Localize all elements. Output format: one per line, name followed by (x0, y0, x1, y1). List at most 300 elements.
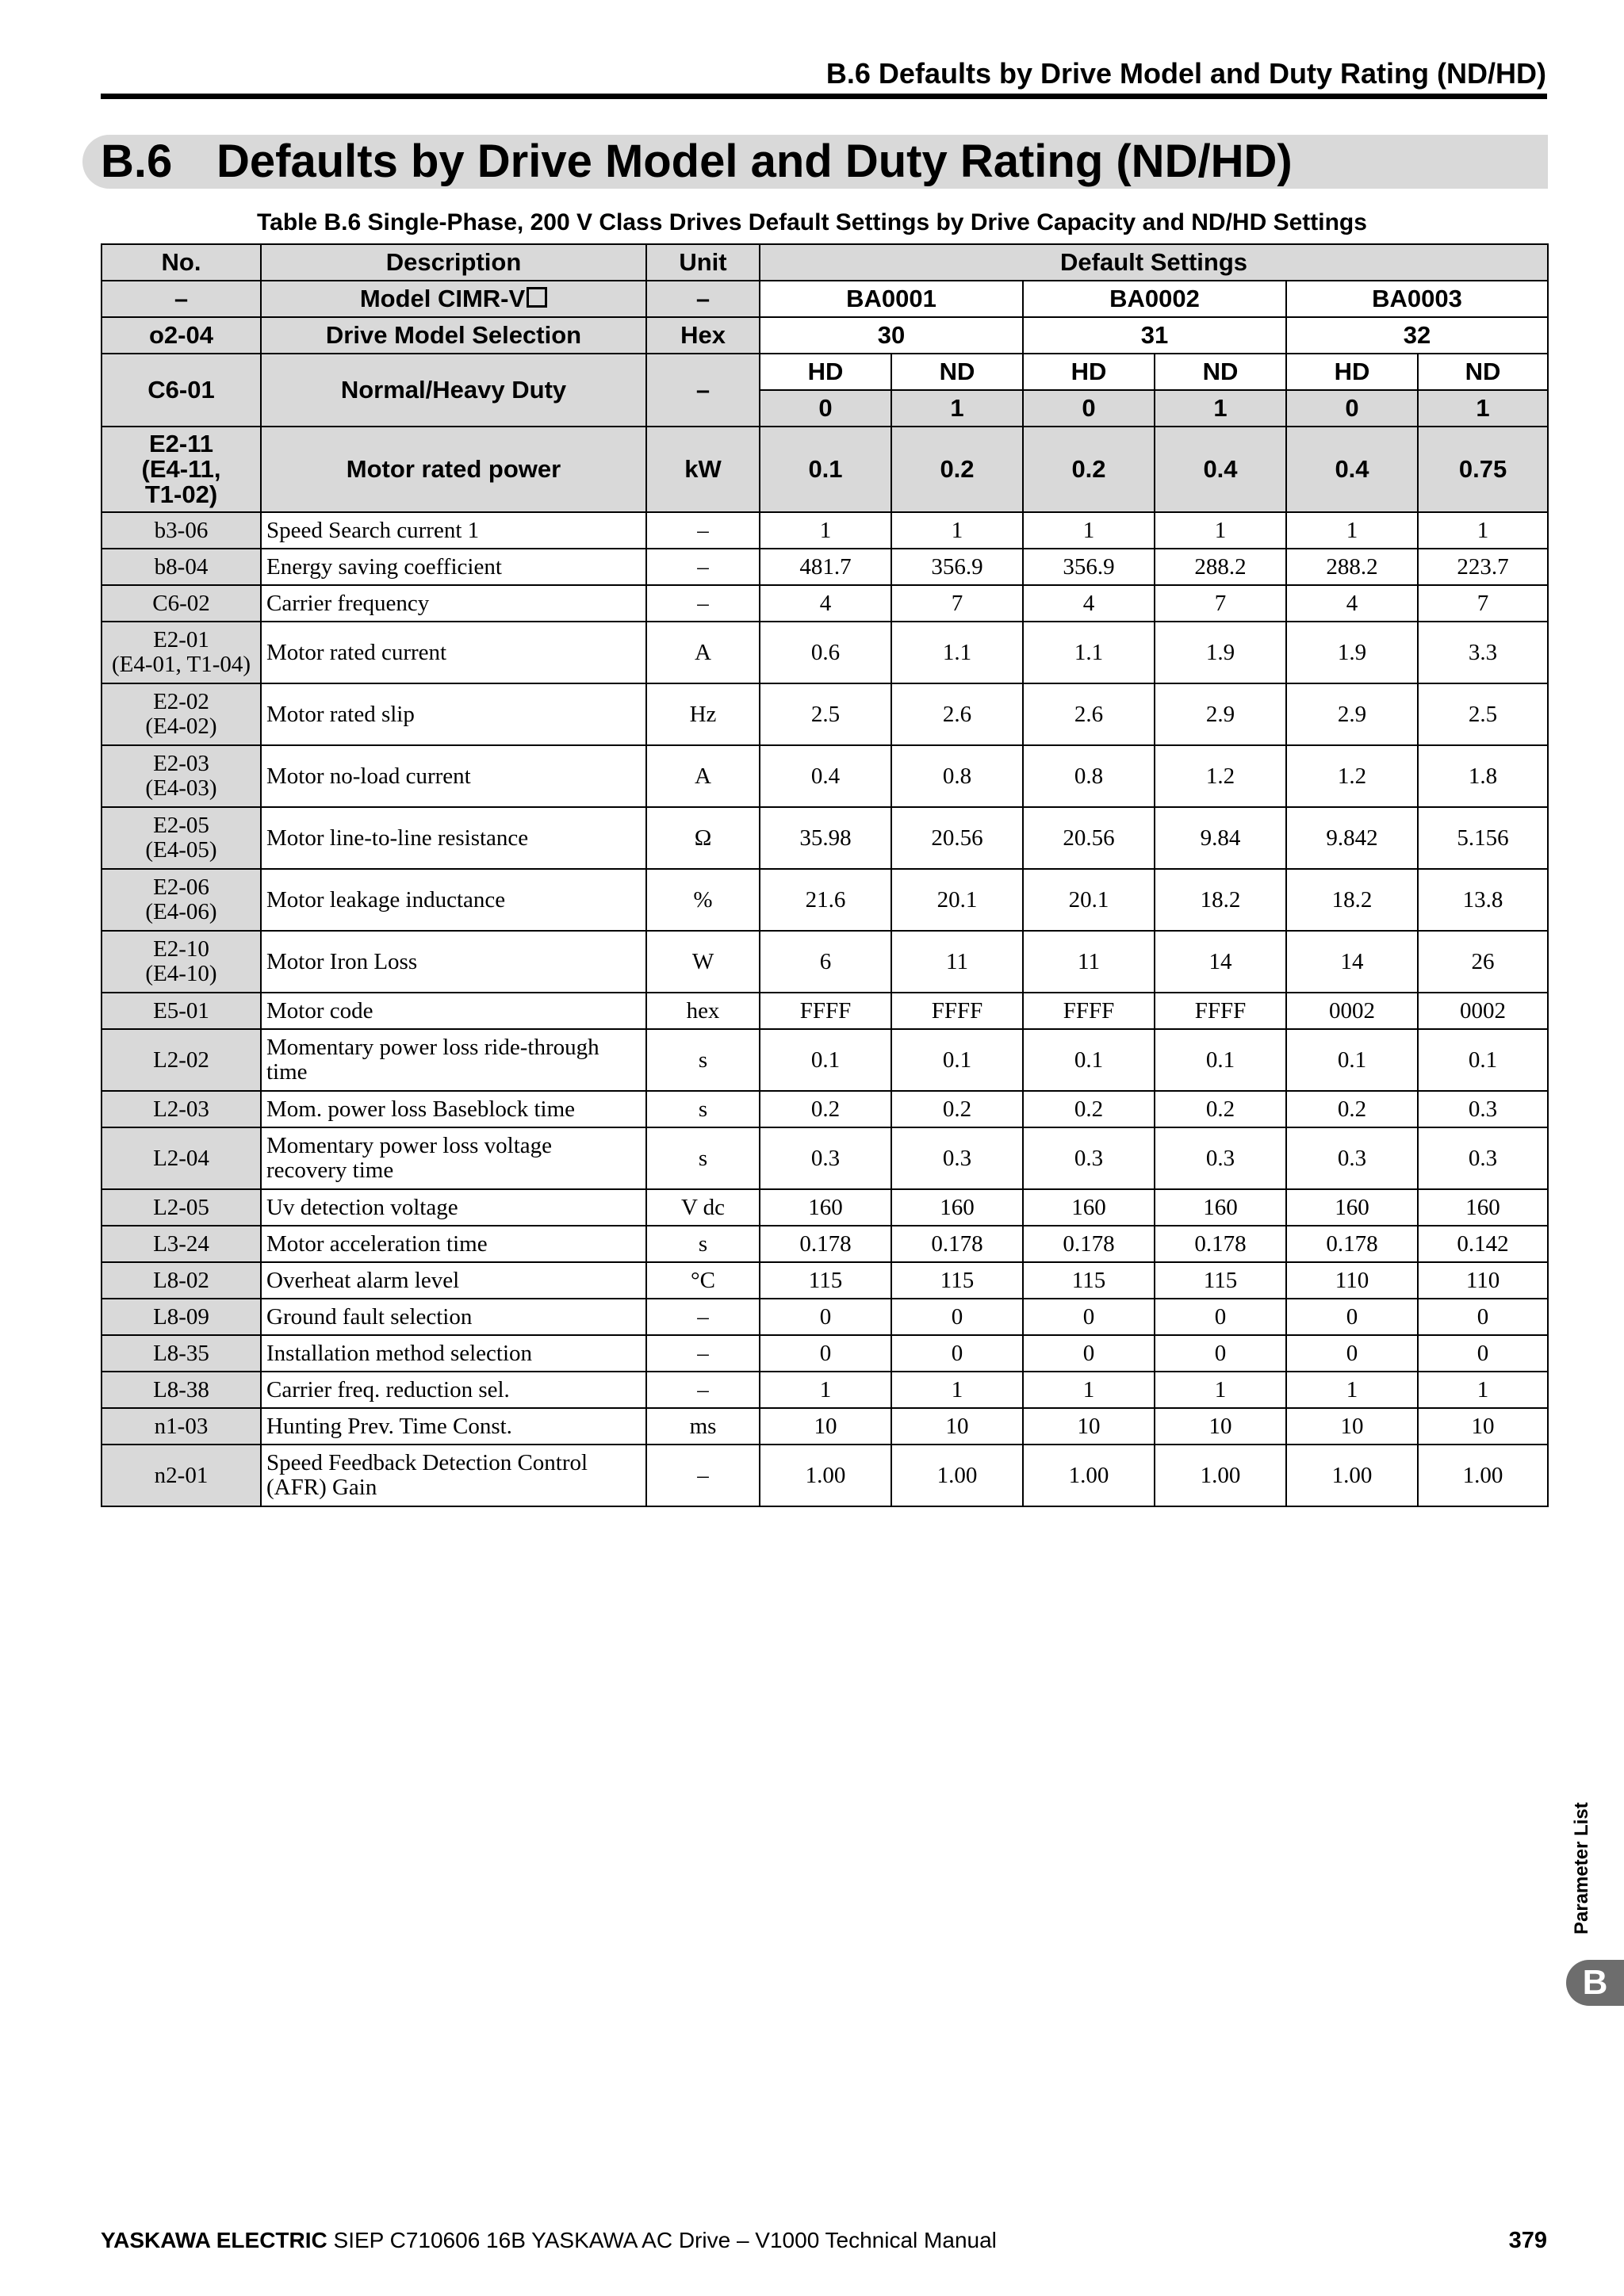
parameter-unit: – (646, 1299, 760, 1335)
default-value-cell: 20.1 (1023, 869, 1155, 931)
default-value-cell: 1.00 (760, 1445, 891, 1506)
default-value-cell: 0 (1286, 1299, 1418, 1335)
parameter-number: E2-02 (153, 689, 209, 714)
parameter-description: Hunting Prev. Time Const. (266, 1413, 512, 1439)
duty-value: 0 (1286, 390, 1418, 427)
parameter-number: n1-03 (154, 1413, 209, 1439)
parameter-description: Motor code (266, 997, 373, 1024)
parameter-description-cell (261, 683, 646, 745)
parameter-number: L8-38 (153, 1376, 209, 1402)
default-value-cell: 0002 (1418, 993, 1548, 1029)
default-value-cell: 20.56 (1023, 807, 1155, 869)
parameter-number: E2-10 (153, 936, 209, 962)
parameter-unit: – (646, 1372, 760, 1408)
table-row (102, 549, 1548, 585)
parameter-number-cell (102, 585, 261, 622)
parameter-unit: – (646, 512, 760, 549)
parameter-number: C6-02 (152, 590, 210, 616)
default-value-cell: 2.6 (1023, 683, 1155, 745)
default-value-cell: 160 (1286, 1189, 1418, 1226)
default-value-cell: 20.56 (891, 807, 1023, 869)
default-value-cell: FFFF (891, 993, 1023, 1029)
default-value-cell: 18.2 (1155, 869, 1286, 931)
default-value-cell: 0002 (1286, 993, 1418, 1029)
parameter-description-cell (261, 1262, 646, 1299)
default-value-cell: 223.7 (1418, 549, 1548, 585)
parameter-number: (E4-01, T1-04) (111, 652, 251, 677)
col-header-unit: Unit (646, 244, 760, 281)
default-value-cell: 0.2 (1155, 1091, 1286, 1127)
default-value-cell: 2.9 (1155, 683, 1286, 745)
default-value-cell: 3.3 (1418, 622, 1548, 683)
default-value-cell: 0 (760, 1335, 891, 1372)
e2-11-value: 0.4 (1155, 427, 1286, 512)
o2-04-value-ba0002: 31 (1023, 317, 1286, 354)
parameter-description: Mom. power loss Baseblock time (266, 1096, 576, 1122)
table-row (102, 1189, 1548, 1226)
default-value-cell: 26 (1418, 931, 1548, 993)
e2-11-description: Motor rated power (261, 427, 646, 512)
default-value-cell: 0.3 (1286, 1127, 1418, 1189)
parameter-description: Speed Feedback Detection Control (266, 1450, 588, 1475)
default-value-cell: 11 (891, 931, 1023, 993)
parameter-description-cell (261, 1372, 646, 1408)
parameter-number: L2-03 (153, 1096, 209, 1122)
table-row (102, 512, 1548, 549)
col-header-no: No. (102, 244, 261, 281)
parameter-number: E2-03 (153, 751, 209, 776)
default-value-cell: 110 (1286, 1262, 1418, 1299)
e2-11-value: 0.75 (1418, 427, 1548, 512)
parameter-number-cell (102, 683, 261, 745)
table-row (102, 1335, 1548, 1372)
default-value-cell: 1 (891, 1372, 1023, 1408)
default-value-cell: 20.1 (891, 869, 1023, 931)
default-value-cell: 0.8 (891, 745, 1023, 807)
parameter-number: L8-35 (153, 1340, 209, 1366)
parameter-number-cell (102, 1335, 261, 1372)
default-value-cell: 1 (760, 1372, 891, 1408)
parameter-description-cell (261, 993, 646, 1029)
parameter-unit: °C (646, 1262, 760, 1299)
parameter-unit: s (646, 1029, 760, 1091)
parameter-description-cell (261, 1226, 646, 1262)
table-caption: Table B.6 Single-Phase, 200 V Class Drives Default Settings by Drive Capacity and ND/HD Settings (257, 209, 1367, 235)
duty-label: HD (1023, 354, 1155, 390)
default-value-cell: 0.178 (1286, 1226, 1418, 1262)
default-value-cell: 0.2 (1023, 1091, 1155, 1127)
model-ba0003: BA0003 (1286, 281, 1548, 317)
parameter-description: Motor rated current (266, 639, 447, 665)
parameter-description: (AFR) Gain (266, 1475, 377, 1500)
e2-11-no-line: (E4-11, (141, 455, 221, 483)
parameter-number-cell (102, 1127, 261, 1189)
default-value-cell: 0 (1418, 1299, 1548, 1335)
duty-value: 0 (760, 390, 891, 427)
parameter-description: Motor no-load current (266, 763, 471, 789)
default-value-cell: 0.3 (1418, 1127, 1548, 1189)
section-number: B.6 (101, 136, 173, 187)
parameter-description: Momentary power loss ride-through (266, 1035, 599, 1060)
default-value-cell: 0 (891, 1299, 1023, 1335)
parameter-number: E5-01 (153, 997, 209, 1024)
page-number: 379 (1508, 2228, 1547, 2253)
e2-11-no (102, 427, 261, 512)
e2-11-value: 0.4 (1286, 427, 1418, 512)
parameter-description-cell (261, 1408, 646, 1445)
col-header-default-settings: Default Settings (760, 244, 1548, 281)
parameter-unit: A (646, 745, 760, 807)
col-header-description: Description (261, 244, 646, 281)
default-value-cell: 115 (1023, 1262, 1155, 1299)
model-row-unit: – (646, 281, 760, 317)
default-value-cell: 2.5 (760, 683, 891, 745)
default-value-cell: FFFF (1155, 993, 1286, 1029)
parameter-description: Motor leakage inductance (266, 886, 506, 913)
default-value-cell: FFFF (760, 993, 891, 1029)
c6-01-no: C6-01 (102, 354, 261, 427)
table-row (102, 1029, 1548, 1091)
o2-04-no: o2-04 (102, 317, 261, 354)
parameter-description-cell (261, 1127, 646, 1189)
parameter-number-cell (102, 1029, 261, 1091)
parameter-description-cell (261, 1335, 646, 1372)
duty-value: 1 (1418, 390, 1548, 427)
parameter-number-cell (102, 1299, 261, 1335)
default-value-cell: 7 (891, 585, 1023, 622)
default-value-cell: 0 (1418, 1335, 1548, 1372)
default-value-cell: 1.00 (1023, 1445, 1155, 1506)
default-value-cell: 9.842 (1286, 807, 1418, 869)
parameter-number-cell (102, 1372, 261, 1408)
default-value-cell: 10 (1155, 1408, 1286, 1445)
default-value-cell: 10 (1286, 1408, 1418, 1445)
model-ba0001: BA0001 (760, 281, 1023, 317)
o2-04-unit: Hex (646, 317, 760, 354)
default-value-cell: 356.9 (1023, 549, 1155, 585)
table-row (102, 1408, 1548, 1445)
parameter-number-cell (102, 1445, 261, 1506)
parameter-unit: W (646, 931, 760, 993)
parameter-unit: V dc (646, 1189, 760, 1226)
default-value-cell: 0 (891, 1335, 1023, 1372)
parameter-number-cell (102, 1408, 261, 1445)
parameter-description-cell (261, 585, 646, 622)
default-value-cell: 0.8 (1023, 745, 1155, 807)
default-value-cell: 0.2 (891, 1091, 1023, 1127)
parameter-number-cell (102, 993, 261, 1029)
parameter-description: Motor line-to-line resistance (266, 825, 529, 851)
default-value-cell: 1 (1023, 512, 1155, 549)
default-value-cell: 1 (1418, 1372, 1548, 1408)
duty-label: ND (1155, 354, 1286, 390)
default-value-cell: 1 (891, 512, 1023, 549)
default-value-cell: 0 (1023, 1299, 1155, 1335)
parameter-number-cell (102, 807, 261, 869)
model-row (102, 281, 1548, 317)
table-row (102, 1091, 1548, 1127)
default-value-cell: 6 (760, 931, 891, 993)
parameter-unit: ms (646, 1408, 760, 1445)
table-row (102, 1226, 1548, 1262)
parameter-number-cell (102, 512, 261, 549)
e2-11-value: 0.1 (760, 427, 891, 512)
default-value-cell: 2.6 (891, 683, 1023, 745)
default-value-cell: 1 (1023, 1372, 1155, 1408)
default-value-cell: 4 (1023, 585, 1155, 622)
default-value-cell: 0.6 (760, 622, 891, 683)
table-row (102, 1262, 1548, 1299)
default-value-cell: 1.2 (1155, 745, 1286, 807)
default-value-cell: 160 (891, 1189, 1023, 1226)
parameter-number: (E4-06) (145, 899, 217, 924)
table-row (102, 869, 1548, 931)
default-value-cell: 160 (760, 1189, 891, 1226)
parameter-description: Energy saving coefficient (266, 553, 502, 580)
default-value-cell: 110 (1418, 1262, 1548, 1299)
table-row (102, 1299, 1548, 1335)
o2-04-value-ba0001: 30 (760, 317, 1023, 354)
default-value-cell: 5.156 (1418, 807, 1548, 869)
table-row (102, 622, 1548, 683)
parameter-description: Carrier frequency (266, 590, 430, 616)
default-value-cell: 0.3 (1023, 1127, 1155, 1189)
parameter-number-cell (102, 1189, 261, 1226)
parameter-description: Motor acceleration time (266, 1230, 488, 1257)
default-value-cell: 35.98 (760, 807, 891, 869)
default-value-cell: 0.4 (760, 745, 891, 807)
parameter-unit: – (646, 1335, 760, 1372)
parameter-unit: s (646, 1226, 760, 1262)
e2-11-no-line: T1-02) (144, 480, 218, 508)
default-value-cell: 1 (1286, 512, 1418, 549)
default-value-cell: 2.9 (1286, 683, 1418, 745)
parameter-description: Ground fault selection (266, 1303, 473, 1330)
default-value-cell: 0.1 (891, 1029, 1023, 1091)
default-value-cell: 18.2 (1286, 869, 1418, 931)
default-value-cell: 1.1 (891, 622, 1023, 683)
parameter-number: L2-04 (153, 1145, 209, 1171)
parameter-description-cell (261, 1299, 646, 1335)
default-value-cell: 115 (891, 1262, 1023, 1299)
parameter-unit: A (646, 622, 760, 683)
parameter-description-cell (261, 512, 646, 549)
parameter-unit: – (646, 585, 760, 622)
default-value-cell: 0 (1286, 1335, 1418, 1372)
parameter-number-cell (102, 622, 261, 683)
table-row (102, 1372, 1548, 1408)
parameter-number-cell (102, 1226, 261, 1262)
default-value-cell: 13.8 (1418, 869, 1548, 931)
default-value-cell: 10 (891, 1408, 1023, 1445)
motor-rated-power-row (102, 427, 1548, 512)
header-rule (101, 94, 1547, 99)
parameter-unit: Ω (646, 807, 760, 869)
default-value-cell: 0.2 (760, 1091, 891, 1127)
default-value-cell: 1 (1155, 512, 1286, 549)
parameter-number-cell (102, 745, 261, 807)
parameter-number: L8-09 (153, 1303, 209, 1330)
c6-01-unit: – (646, 354, 760, 427)
table-row (102, 807, 1548, 869)
default-value-cell: 0.1 (760, 1029, 891, 1091)
parameter-number: n2-01 (154, 1462, 209, 1488)
default-value-cell: 0.178 (891, 1226, 1023, 1262)
parameter-number-cell (102, 869, 261, 931)
parameter-number: L8-02 (153, 1267, 209, 1293)
side-tab-label: Parameter List (1571, 1802, 1592, 1934)
parameter-description: Motor Iron Loss (266, 948, 418, 974)
parameter-number: L2-02 (153, 1047, 209, 1073)
parameter-unit: % (646, 869, 760, 931)
default-value-cell: 7 (1418, 585, 1548, 622)
parameter-number: (E4-10) (145, 961, 217, 986)
default-value-cell: 160 (1023, 1189, 1155, 1226)
parameter-unit: – (646, 549, 760, 585)
parameter-number-cell (102, 1262, 261, 1299)
parameter-number: L3-24 (153, 1230, 209, 1257)
default-value-cell: 14 (1155, 931, 1286, 993)
default-value-cell: 288.2 (1155, 549, 1286, 585)
parameter-number: E2-05 (153, 813, 209, 838)
parameter-description-cell (261, 1091, 646, 1127)
default-value-cell: 10 (1418, 1408, 1548, 1445)
default-value-cell: 1.00 (1286, 1445, 1418, 1506)
parameter-number: E2-06 (153, 874, 209, 900)
parameter-description-cell (261, 622, 646, 683)
c6-01-description: Normal/Heavy Duty (261, 354, 646, 427)
parameter-number: b8-04 (154, 553, 209, 580)
duty-value: 0 (1023, 390, 1155, 427)
footer-text: SIEP C710606 16B YASKAWA AC Drive – V1000 Technical Manual (333, 2228, 997, 2252)
parameter-number-cell (102, 1091, 261, 1127)
default-value-cell: 0.3 (1418, 1091, 1548, 1127)
default-value-cell: 1.8 (1418, 745, 1548, 807)
e2-11-value: 0.2 (1023, 427, 1155, 512)
parameter-unit: s (646, 1127, 760, 1189)
default-value-cell: 115 (1155, 1262, 1286, 1299)
default-value-cell: 1.00 (1155, 1445, 1286, 1506)
parameter-description-cell (261, 807, 646, 869)
default-value-cell: 0.1 (1418, 1029, 1548, 1091)
table-row (102, 585, 1548, 622)
default-value-cell: 4 (760, 585, 891, 622)
default-value-cell: 0.1 (1155, 1029, 1286, 1091)
model-ba0002: BA0002 (1023, 281, 1286, 317)
e2-11-value: 0.2 (891, 427, 1023, 512)
default-value-cell: 10 (1023, 1408, 1155, 1445)
default-value-cell: 1.9 (1286, 622, 1418, 683)
duty-label: ND (891, 354, 1023, 390)
parameter-unit: – (646, 1445, 760, 1506)
default-value-cell: 0.1 (1023, 1029, 1155, 1091)
parameter-description-cell (261, 549, 646, 585)
default-value-cell: 7 (1155, 585, 1286, 622)
parameter-description: Motor rated slip (266, 701, 415, 727)
parameter-number: E2-01 (153, 627, 209, 652)
parameter-description-cell (261, 869, 646, 931)
default-value-cell: 1 (1286, 1372, 1418, 1408)
e2-11-unit: kW (646, 427, 760, 512)
footer-brand: YASKAWA ELECTRIC (101, 2228, 327, 2252)
duty-label: HD (1286, 354, 1418, 390)
running-header: B.6 Defaults by Drive Model and Duty Rating (ND/HD) (825, 57, 1546, 90)
parameter-number: (E4-05) (145, 837, 217, 863)
parameter-description: Uv detection voltage (266, 1194, 458, 1220)
side-tab-letter: B (1566, 1960, 1624, 2006)
default-value-cell: 356.9 (891, 549, 1023, 585)
table-row (102, 931, 1548, 993)
default-value-cell: 1.9 (1155, 622, 1286, 683)
model-row-description (261, 281, 646, 317)
default-value-cell: 10 (760, 1408, 891, 1445)
default-value-cell: 0 (1155, 1299, 1286, 1335)
model-row-no: – (102, 281, 261, 317)
parameter-description-cell (261, 1189, 646, 1226)
o2-04-description: Drive Model Selection (261, 317, 646, 354)
default-value-cell: 1 (1418, 512, 1548, 549)
parameter-number: (E4-03) (145, 775, 217, 801)
default-value-cell: 1.2 (1286, 745, 1418, 807)
default-value-cell: 1 (1155, 1372, 1286, 1408)
default-value-cell: 0 (1023, 1335, 1155, 1372)
duty-value: 1 (891, 390, 1023, 427)
default-value-cell: 288.2 (1286, 549, 1418, 585)
parameter-description: Speed Search current 1 (266, 517, 480, 543)
default-value-cell: 14 (1286, 931, 1418, 993)
default-value-cell: 0.142 (1418, 1226, 1548, 1262)
parameter-number: b3-06 (154, 517, 209, 543)
default-value-cell: 115 (760, 1262, 891, 1299)
parameter-description: recovery time (266, 1158, 394, 1183)
footer (101, 2228, 997, 2253)
parameter-description-cell (261, 1445, 646, 1506)
duty-labels-row (102, 354, 1548, 390)
o2-04-value-ba0003: 32 (1286, 317, 1548, 354)
duty-value: 1 (1155, 390, 1286, 427)
table-row (102, 1127, 1548, 1189)
default-value-cell: 0 (760, 1299, 891, 1335)
parameter-description: Carrier freq. reduction sel. (266, 1376, 510, 1402)
table-row (102, 683, 1548, 745)
default-value-cell: 1.1 (1023, 622, 1155, 683)
parameter-number: (E4-02) (145, 714, 217, 739)
table-row (102, 993, 1548, 1029)
default-value-cell: 0.3 (760, 1127, 891, 1189)
table-header-row (102, 244, 1548, 281)
duty-label: HD (760, 354, 891, 390)
parameter-number-cell (102, 931, 261, 993)
parameter-description: time (266, 1059, 308, 1085)
table-row (102, 1445, 1548, 1506)
default-value-cell: 21.6 (760, 869, 891, 931)
parameter-number: L2-05 (153, 1194, 209, 1220)
default-value-cell: FFFF (1023, 993, 1155, 1029)
table-row (102, 745, 1548, 807)
default-value-cell: 1 (760, 512, 891, 549)
default-value-cell: 11 (1023, 931, 1155, 993)
default-value-cell: 0.3 (1155, 1127, 1286, 1189)
parameter-description-cell (261, 745, 646, 807)
model-placeholder-box-icon (527, 287, 547, 308)
parameter-description: Overheat alarm level (266, 1267, 460, 1293)
drive-model-selection-row (102, 317, 1548, 354)
parameter-unit: hex (646, 993, 760, 1029)
default-value-cell: 0.178 (1023, 1226, 1155, 1262)
default-value-cell: 0.178 (760, 1226, 891, 1262)
parameter-number-cell (102, 549, 261, 585)
default-value-cell: 160 (1155, 1189, 1286, 1226)
